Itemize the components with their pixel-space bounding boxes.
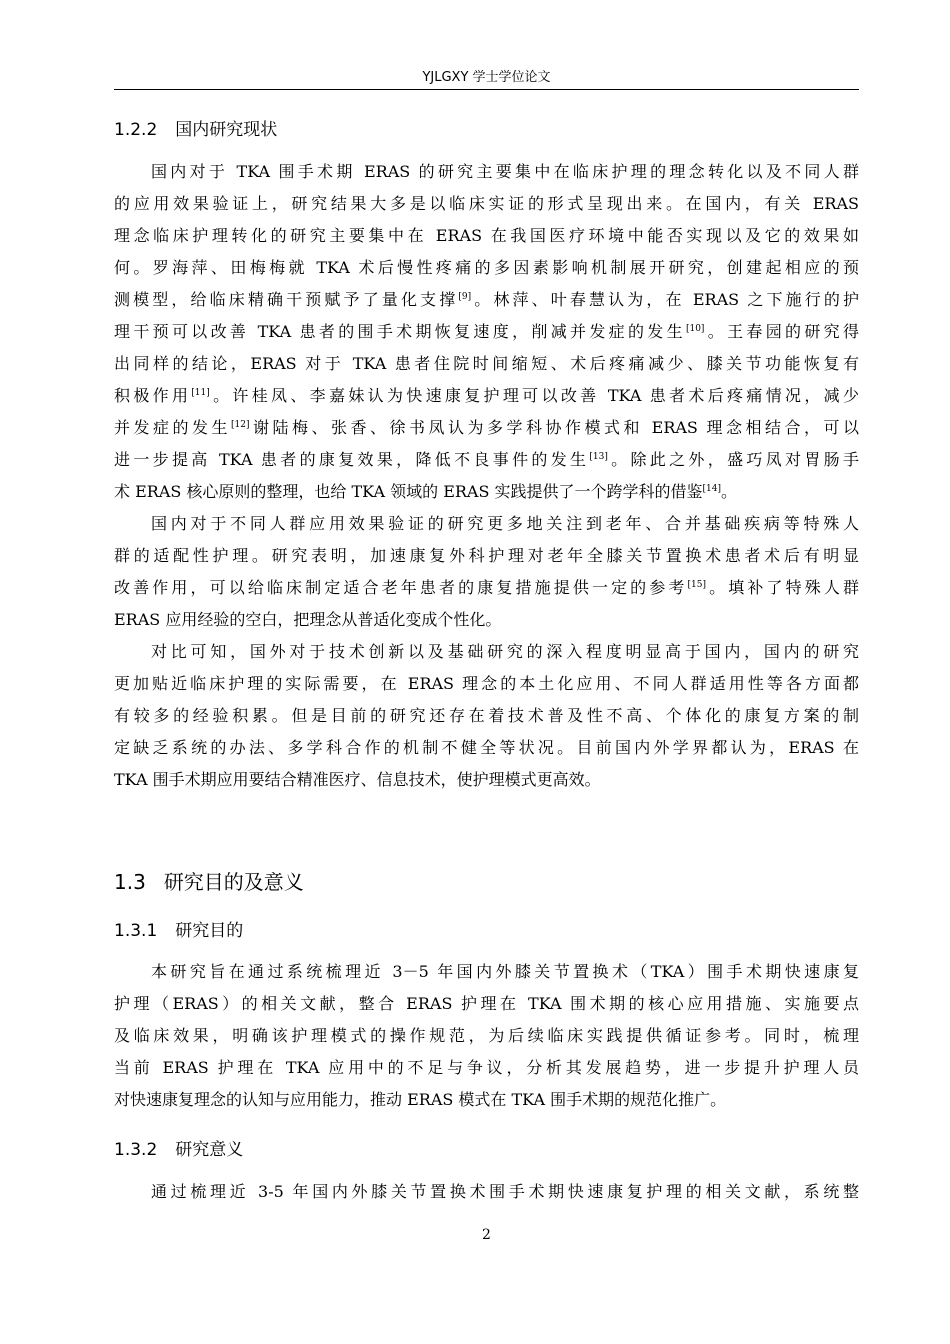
text-line: 国内对于 TKA 围手术期 ERAS 的研究主要集中在临床护理的理念转化以及不同人群 — [151, 162, 859, 181]
text-line — [114, 444, 859, 476]
text-span: 。除此之外，盛巧凤对胃肠手 — [607, 450, 859, 469]
citation-ref: [12] — [231, 420, 250, 430]
section-heading-1-3-2 — [114, 1139, 243, 1161]
text-line: 更加贴近临床护理的实际需要，在 ERAS 理念的本土化应用、不同人群适用性等各方面都 — [114, 674, 859, 693]
text-span: 积极作用 — [114, 386, 192, 405]
text-line: 有较多的经验积累。但是目前的研究还存在着技术普及性不高、个体化的康复方案的制 — [114, 706, 859, 725]
text-span: 进一步提高 TKA 患者的康复效果，降低不良事件的发生 — [114, 450, 590, 469]
paragraph-research-significance — [114, 1176, 859, 1208]
text-line: 当前 ERAS 护理在 TKA 应用中的不足与争议，分析其发展趋势，进一步提升护理人员 — [114, 1058, 859, 1077]
citation-ref: [15] — [687, 580, 707, 590]
paragraph-research-purpose — [114, 956, 859, 1116]
section-heading-1-3-1 — [114, 920, 243, 942]
section-title: 研究目的 — [175, 921, 244, 941]
text-line: 通过梳理近 3-5 年国内外膝关节置换术围手术期快速康复护理的相关文献，系统整 — [151, 1182, 859, 1201]
section-heading-1-3 — [114, 869, 304, 895]
text-line: 定缺乏系统的办法、多学科合作的机制不健全等状况。目前国内外学界都认为，ERAS 在 — [114, 738, 859, 757]
citation-ref: [13] — [589, 452, 608, 462]
text-line: 的应用效果验证上，研究结果大多是以临床实证的形式呈现出来。在国内，有关 ERAS — [114, 194, 859, 213]
section-number: 1.3.1 — [114, 921, 158, 941]
text-line: ERAS 应用经验的空白，把理念从普适化变成个性化。 — [114, 610, 502, 629]
header-divider — [114, 89, 859, 90]
section-number: 1.3.2 — [114, 1140, 158, 1160]
citation-ref: [14] — [702, 484, 722, 494]
text-span: 谢陆梅、张香、徐书凤认为多学科协作模式和 ERAS 理念相结合，可以 — [249, 418, 859, 437]
text-span: 。 — [721, 482, 738, 501]
paragraph-comparison — [114, 636, 859, 796]
section-number: 1.3 — [114, 870, 146, 894]
text-line — [114, 476, 859, 508]
text-line: TKA 围手术期应用要结合精准医疗、信息技术，使护理模式更高效。 — [114, 770, 601, 789]
text-span: 术 ERAS 核心原则的整理，也给 TKA 领域的 ERAS 实践提供了一个跨学科的借鉴 — [114, 482, 703, 501]
text-line: 及临床效果，明确该护理模式的操作规范，为后续临床实践提供循证参考。同时，梳理 — [114, 1026, 859, 1045]
text-line — [114, 412, 859, 444]
text-line: 本研究旨在通过系统梳理近 3－5 年国内外膝关节置换术（TKA）围手术期快速康复 — [151, 962, 859, 981]
page-number: 2 — [482, 1227, 491, 1243]
citation-ref: [10] — [685, 324, 705, 334]
text-line: 对快速康复理念的认知与应用能力，推动 ERAS 模式在 TKA 围手术期的规范化推广。 — [114, 1090, 727, 1109]
paragraph-domestic-research — [114, 156, 859, 508]
text-line: 对比可知，国外对于技术创新以及基础研究的深入程度明显高于国内，国内的研究 — [151, 642, 859, 661]
text-span: 改善作用，可以给临床制定适合老年患者的康复措施提供一定的参考 — [114, 578, 688, 597]
text-line — [114, 572, 859, 604]
text-span: 理干预可以改善 TKA 患者的围手术期恢复速度，削减并发症的发生 — [114, 322, 686, 341]
text-line: 国内对于不同人群应用效果验证的研究更多地关注到老年、合并基础疾病等特殊人 — [151, 514, 859, 533]
citation-ref: [9] — [458, 292, 472, 302]
text-span: 。林萍、叶春慧认为，在 ERAS 之下施行的护 — [471, 290, 859, 309]
citation-ref: [11] — [191, 388, 210, 398]
text-span: 。许桂凤、李嘉妹认为快速康复护理可以改善 TKA 患者术后疼痛情况，减少 — [209, 386, 859, 405]
text-line: 护理（ERAS）的相关文献，整合 ERAS 护理在 TKA 围术期的核心应用措施、实施要点 — [114, 994, 859, 1013]
text-span: 并发症的发生 — [114, 418, 232, 437]
text-line — [114, 380, 859, 412]
section-title: 国内研究现状 — [175, 120, 278, 140]
text-span: 测模型，给临床精确干预赋予了量化支撑 — [114, 290, 459, 309]
paragraph-population-validation — [114, 508, 859, 636]
page-header: YJLGXY 学士学位论文 — [422, 70, 551, 85]
section-heading-1-2-2 — [114, 119, 277, 141]
section-title: 研究意义 — [175, 1140, 244, 1160]
text-line: 群的适配性护理。研究表明，加速康复外科护理对老年全膝关节置换术患者术后有明显 — [114, 546, 859, 565]
text-line — [114, 316, 859, 348]
text-line: 出同样的结论，ERAS 对于 TKA 患者住院时间缩短、术后疼痛减少、膝关节功能恢复有 — [114, 354, 859, 373]
text-span: 。填补了特殊人群 — [706, 578, 859, 597]
text-line — [114, 284, 859, 316]
section-number: 1.2.2 — [114, 120, 158, 140]
text-line: 理念临床护理转化的研究主要集中在 ERAS 在我国医疗环境中能否实现以及它的效果如 — [114, 226, 859, 245]
text-span: 。王春园的研究得 — [704, 322, 859, 341]
text-line: 何。罗海萍、田梅梅就 TKA 术后慢性疼痛的多因素影响机制展开研究，创建起相应的预 — [114, 258, 859, 277]
section-title: 研究目的及意义 — [163, 870, 304, 894]
